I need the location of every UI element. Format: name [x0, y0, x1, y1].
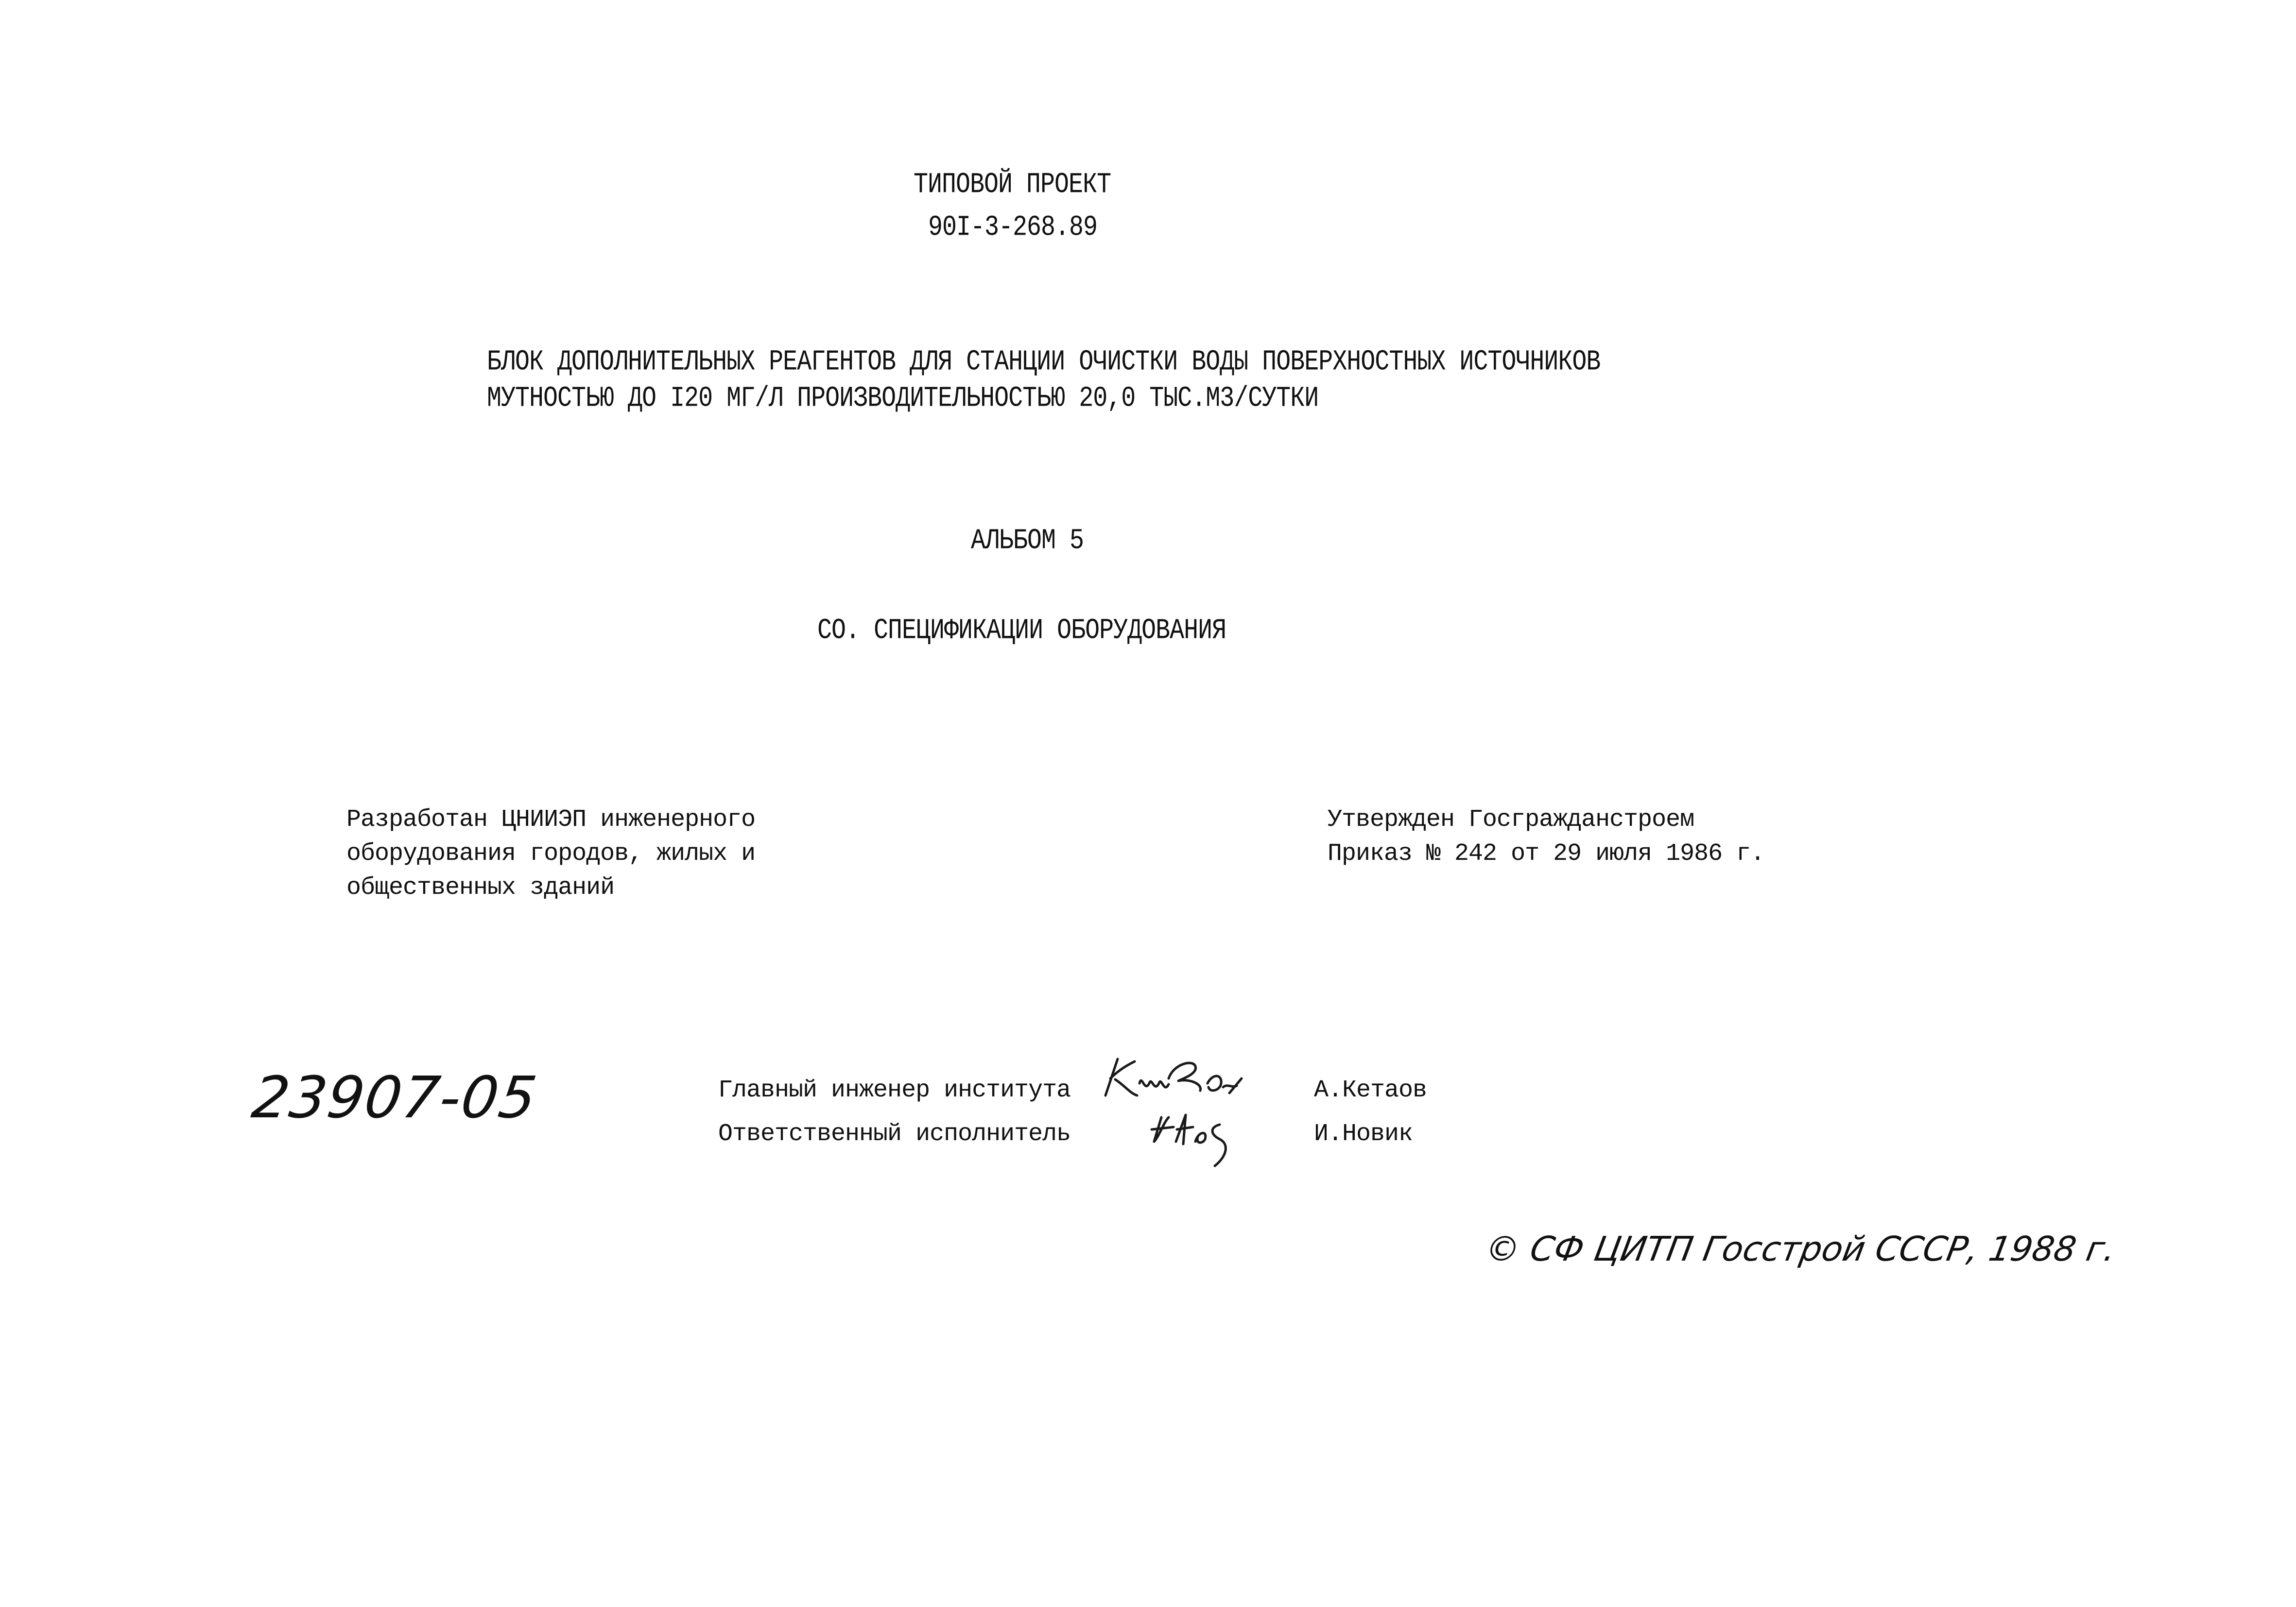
album-section: СО. СПЕЦИФИКАЦИИ ОБОРУДОВАНИЯ [817, 615, 1226, 648]
signature-responsible [1147, 1103, 1263, 1180]
document-title-line-2: МУТНОСТЬЮ ДО I20 МГ/Л ПРОИЗВОДИТЕЛЬНОСТЬЮ 20,0 ТЫС.М3/СУТКИ [487, 382, 1319, 415]
inventory-number: 23907-05 [248, 1064, 542, 1131]
project-type: ТИПОВОЙ ПРОЕКТ [914, 169, 1111, 202]
approval-line-2: Приказ № 242 от 29 июля 1986 г. [1328, 840, 1765, 868]
developer-line-2: оборудования городов, жилых и [346, 840, 756, 868]
signatory-name-responsible: И.Новик [1314, 1120, 1413, 1148]
signatory-name-chief-engineer: А.Кетаов [1314, 1077, 1427, 1104]
developer-line-1: Разработан ЦНИИЭП инженерного [346, 806, 756, 834]
copyright-note: © СФ ЦИТП Госстрой СССР, 1988 г. [1482, 1229, 2119, 1269]
signatory-role-responsible: Ответственный исполнитель [718, 1120, 1071, 1148]
approval-block [1328, 803, 1764, 871]
approval-line-1: Утвержден Госгражданстроем [1328, 806, 1694, 834]
signatory-role-chief-engineer: Главный инженер института [718, 1077, 1071, 1104]
developer-line-3: общественных зданий [346, 874, 615, 902]
signatory-roles [718, 1069, 1070, 1156]
signature-chief-engineer [1096, 1049, 1261, 1108]
project-number: 90I-3-268.89 [928, 211, 1098, 244]
signatory-names [1314, 1069, 1427, 1156]
album-label: АЛЬБОМ 5 [971, 525, 1084, 558]
document-title-line-1: БЛОК ДОПОЛНИТЕЛЬНЫХ РЕАГЕНТОВ ДЛЯ СТАНЦИИ ОЧИСТКИ ВОДЫ ПОВЕРХНОСТНЫХ ИСТОЧНИКОВ [487, 346, 1601, 379]
developer-block [346, 803, 755, 905]
